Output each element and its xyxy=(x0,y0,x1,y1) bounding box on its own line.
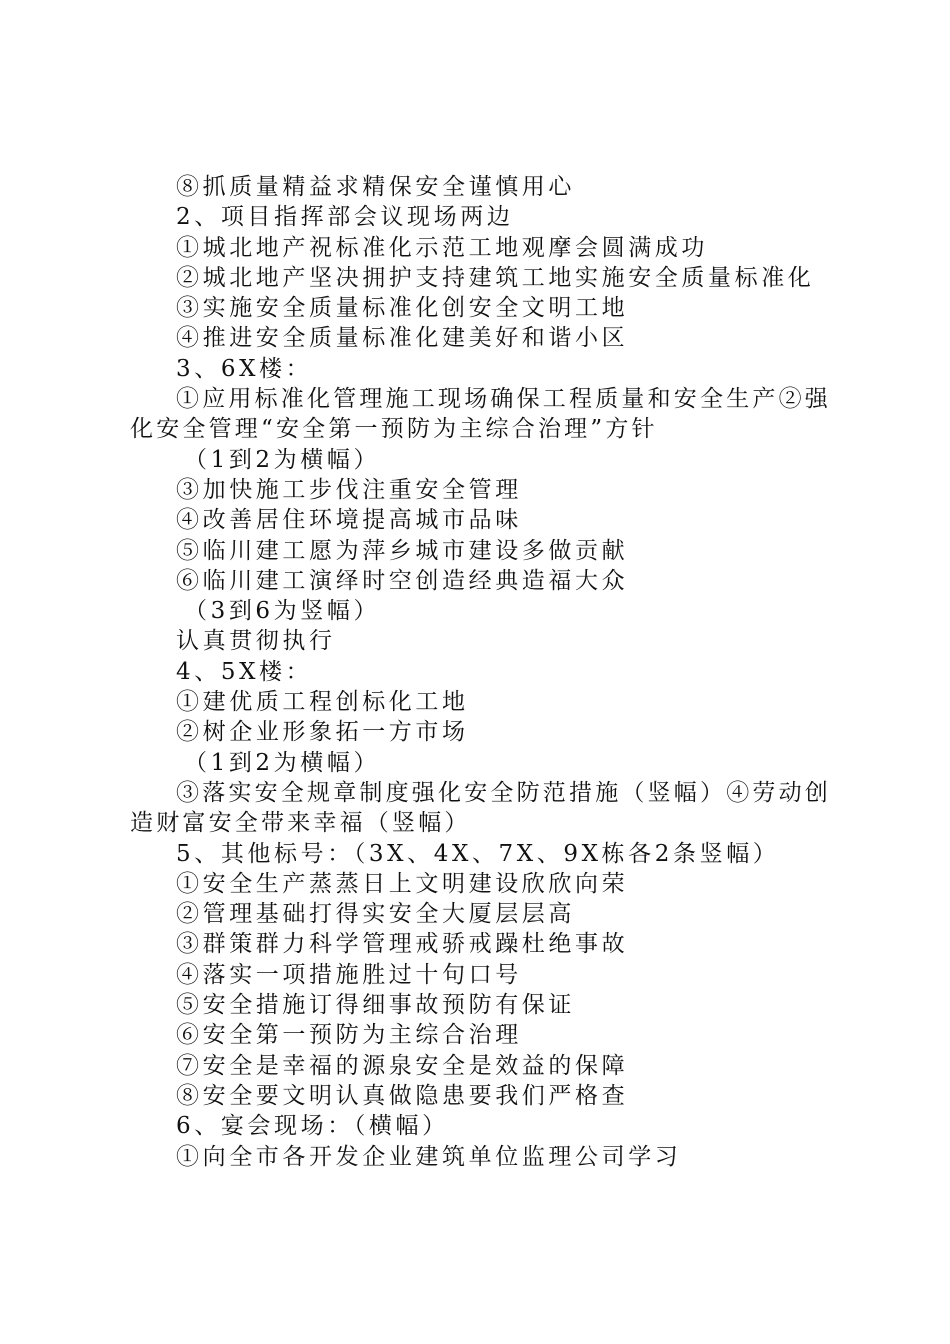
text-line: ③群策群力科学管理戒骄戒躁杜绝事故 xyxy=(176,931,629,958)
text-line: ①城北地产祝标准化示范工地观摩会圆满成功 xyxy=(176,234,708,261)
note-line: （1到2为横幅） xyxy=(184,446,381,473)
text-line: ⑥安全第一预防为主综合治理 xyxy=(176,1022,522,1049)
note-line: （1到2为横幅） xyxy=(184,749,381,776)
note-line: （3到6为竖幅） xyxy=(184,598,381,625)
text-line: ⑤安全措施订得细事故预防有保证 xyxy=(176,992,575,1019)
text-line: ④改善居住环境提高城市品味 xyxy=(176,507,522,534)
text-line: ⑦安全是幸福的源泉安全是效益的保障 xyxy=(176,1052,629,1079)
text-line: ②树企业形象拓一方市场 xyxy=(176,719,469,746)
text-line: ①建优质工程创标化工地 xyxy=(176,689,469,716)
text-line: ⑧安全要文明认真做隐患要我们严格查 xyxy=(176,1082,629,1109)
section-heading: 3、6X楼： xyxy=(176,355,313,382)
document-body xyxy=(130,172,835,1172)
text-line: 认真贯彻执行 xyxy=(176,628,336,655)
text-line: ④推进安全质量标准化建美好和谐小区 xyxy=(176,325,629,352)
section-heading: 4、5X楼： xyxy=(176,658,313,685)
text-paragraph: ①应用标准化管理施工现场确保工程质量和安全生产②强化安全管理“安全第一预防为主综合治理”方针 xyxy=(130,386,831,443)
text-line: ③实施安全质量标准化创安全文明工地 xyxy=(176,295,629,322)
text-line: ②管理基础打得实安全大厦层层高 xyxy=(176,901,575,928)
text-line: ③加快施工步伐注重安全管理 xyxy=(176,476,522,503)
text-line: ①安全生产蒸蒸日上文明建设欣欣向荣 xyxy=(176,870,629,897)
section-heading: 2、项目指挥部会议现场两边 xyxy=(176,204,514,231)
section-heading: 5、其他标号：（3X、4X、7X、9X栋各2条竖幅） xyxy=(176,840,780,867)
text-line: ⑧抓质量精益求精保安全谨慎用心 xyxy=(176,174,575,200)
text-line: ①向全市各开发企业建筑单位监理公司学习 xyxy=(176,1143,682,1170)
text-line: ⑤临川建工愿为萍乡城市建设多做贡献 xyxy=(176,537,629,564)
text-line: ②城北地产坚决拥护支持建筑工地实施安全质量标准化 xyxy=(176,264,815,291)
section-heading: 6、宴会现场：（横幅） xyxy=(176,1113,449,1140)
text-line: ⑥临川建工演绎时空创造经典造福大众 xyxy=(176,567,629,594)
text-line: ④落实一项措施胜过十句口号 xyxy=(176,961,522,988)
text-paragraph: ③落实安全规章制度强化安全防范措施（竖幅）④劳动创造财富安全带来幸福（竖幅） xyxy=(130,779,831,837)
